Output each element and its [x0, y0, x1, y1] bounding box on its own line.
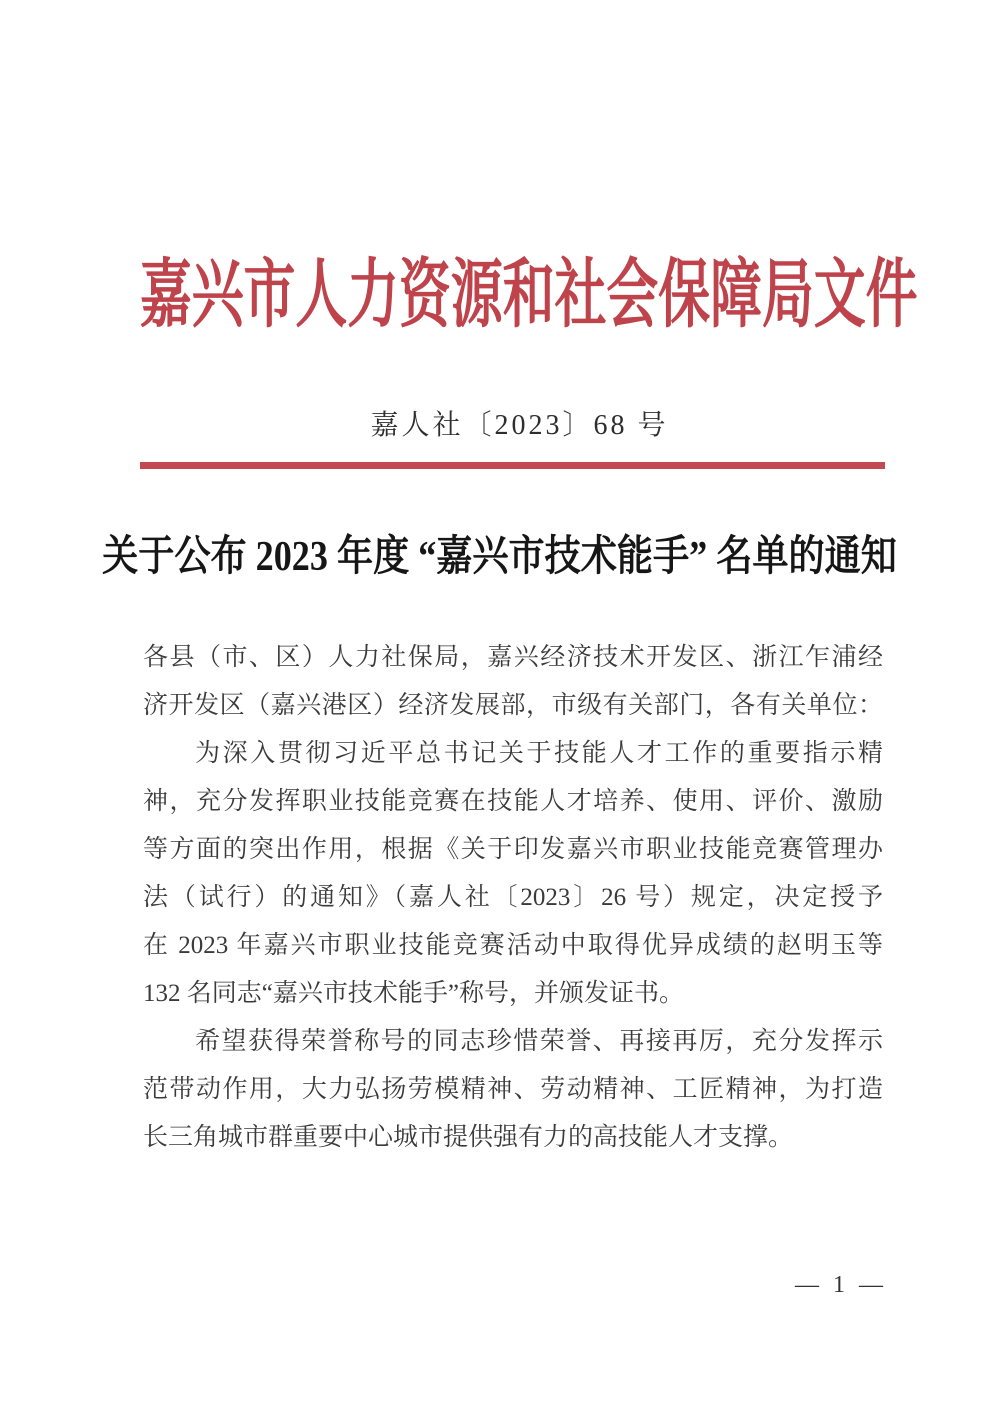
notice-title: 关于公布 2023 年度 “嘉兴市技术能手” 名单的通知 [102, 534, 897, 580]
body-line-recipients-2: 济开发区（嘉兴港区）经济发展部，市级有关部门，各有关单位： [143, 692, 883, 719]
body-line-para2-6: 132 名同志“嘉兴市技术能手”称号，并颁发证书。 [143, 980, 684, 1007]
document-number: 嘉人社〔2023〕68 号 [370, 410, 669, 441]
body-line-para2-5: 在 2023 年嘉兴市职业技能竞赛活动中取得优异成绩的赵明玉等 [143, 932, 883, 959]
red-divider-rule [140, 462, 885, 469]
body-line-para2-2: 神，充分发挥职业技能竞赛在技能人才培养、使用、评价、激励 [143, 788, 883, 815]
body-line-para3-1: 希望获得荣誉称号的同志珍惜荣誉、再接再厉，充分发挥示 [195, 1028, 883, 1055]
body-line-para3-3: 长三角城市群重要中心城市提供强有力的高技能人才支撑。 [143, 1124, 794, 1151]
body-line-para2-3: 等方面的突出作用，根据《关于印发嘉兴市职业技能竞赛管理办 [143, 836, 883, 863]
body-line-para2-4: 法（试行）的通知》（嘉人社〔2023〕26 号）规定，决定授予 [143, 884, 883, 911]
body-line-para3-2: 范带动作用，大力弘扬劳模精神、劳动精神、工匠精神，为打造 [143, 1076, 883, 1103]
letterhead-org-title: 嘉兴市人力资源和社会保障局文件 [139, 253, 918, 337]
notice-body [143, 634, 883, 1162]
body-line-para2-1: 为深入贯彻习近平总书记关于技能人才工作的重要指示精 [195, 740, 883, 767]
body-line-recipients-1: 各县（市、区）人力社保局，嘉兴经济技术开发区、浙江乍浦经 [143, 644, 883, 671]
page-number: — 1 — [795, 1272, 887, 1298]
